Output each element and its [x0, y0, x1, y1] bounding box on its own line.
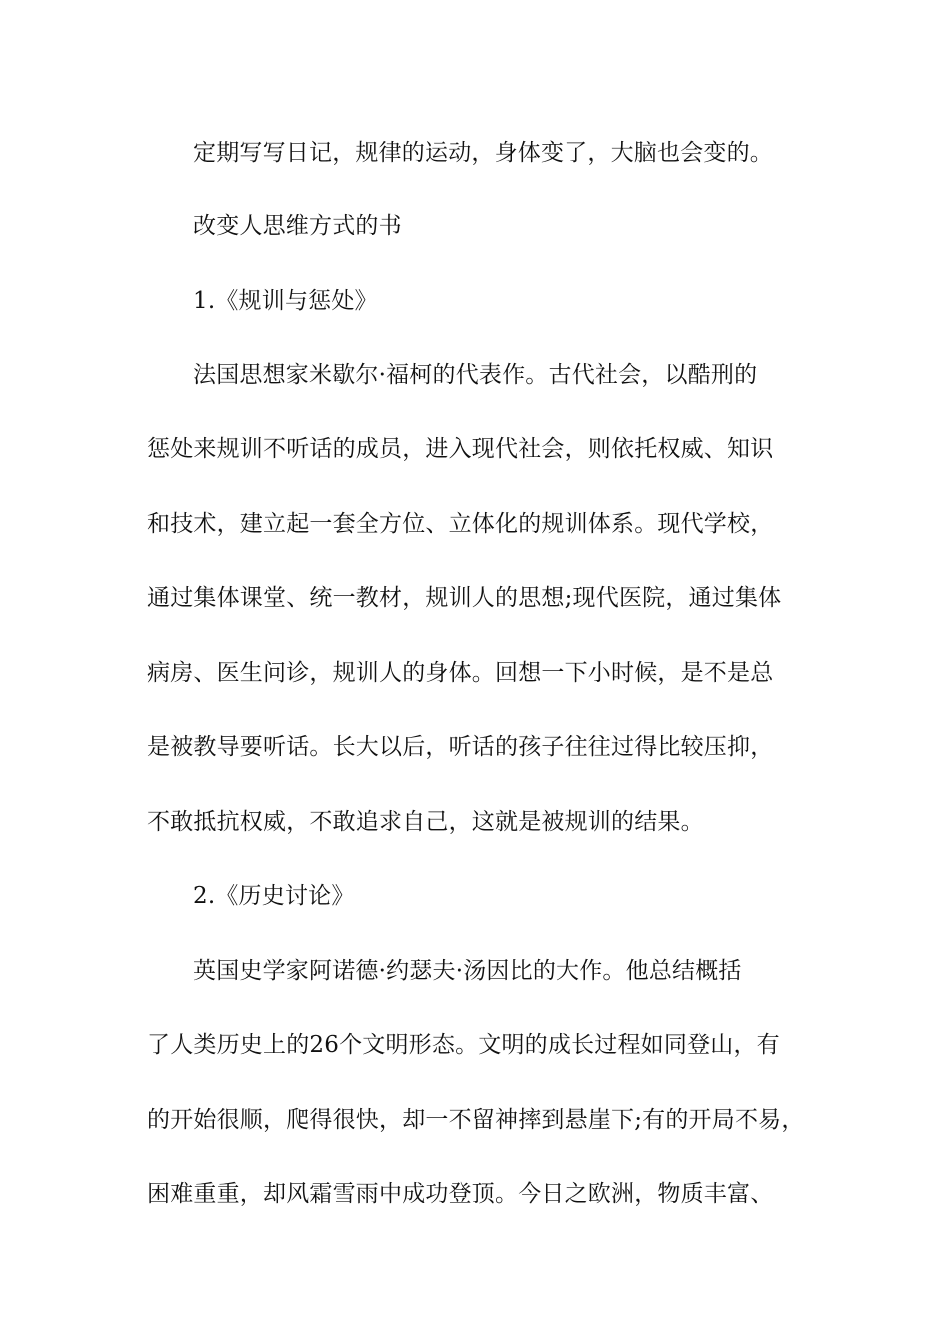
paragraph-line: 了人类历史上的26个文明形态。文明的成长过程如同登山，有 — [147, 1032, 780, 1058]
book-title-2: 2.《历史讨论》 — [193, 883, 355, 909]
paragraph-line: 的开始很顺，爬得很快，却一不留神摔到悬崖下;有的开局不易， — [147, 1107, 805, 1133]
paragraph-line: 法国思想家米歇尔·福柯的代表作。古代社会，以酷刑的 — [193, 362, 758, 388]
section-heading: 改变人思维方式的书 — [193, 213, 402, 239]
paragraph-line: 英国史学家阿诺德·约瑟夫·汤因比的大作。他总结概括 — [193, 958, 742, 984]
paragraph-line: 困难重重，却风霜雪雨中成功登顶。今日之欧洲，物质丰富、 — [147, 1181, 774, 1207]
paragraph-line: 通过集体课堂、统一教材，规训人的思想;现代医院，通过集体 — [147, 585, 782, 611]
book-title-1: 1.《规训与惩处》 — [193, 288, 378, 314]
paragraph-line: 不敢抵抗权威，不敢追求自己，这就是被规训的结果。 — [147, 809, 704, 835]
paragraph-line: 定期写写日记，规律的运动，身体变了，大脑也会变的。 — [193, 140, 773, 166]
paragraph-line: 和技术，建立起一套全方位、立体化的规训体系。现代学校， — [147, 511, 774, 537]
paragraph-line: 惩处来规训不听话的成员，进入现代社会，则依托权威、知识 — [147, 436, 774, 462]
paragraph-line: 是被教导要听话。长大以后，听话的孩子往往过得比较压抑， — [147, 734, 774, 760]
paragraph-line: 病房、医生问诊，规训人的身体。回想一下小时候，是不是总 — [147, 660, 774, 686]
